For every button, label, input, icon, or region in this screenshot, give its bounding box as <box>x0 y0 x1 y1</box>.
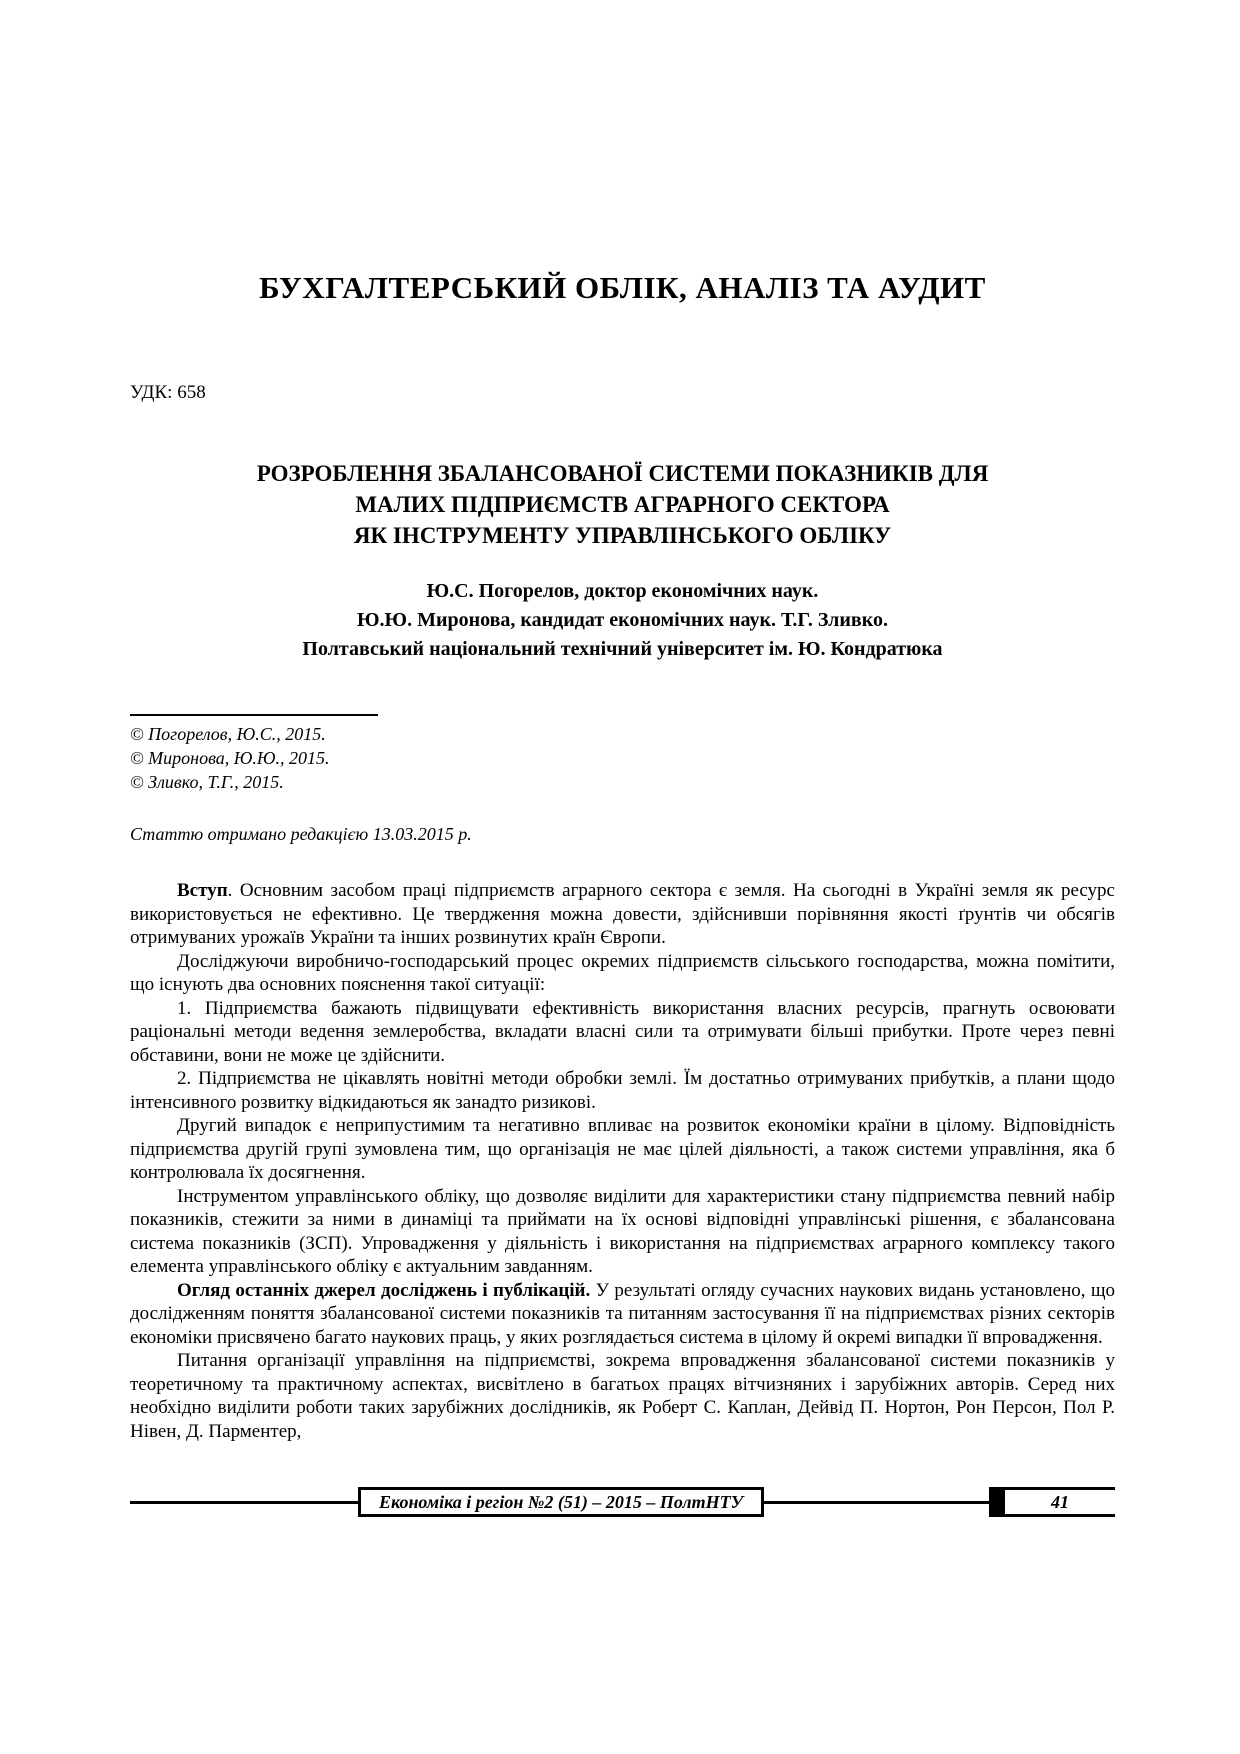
page-footer <box>130 1487 1115 1517</box>
paragraph-lead: Вступ <box>177 880 228 901</box>
footer-journal-title: Економіка і регіон №2 (51) – 2015 – ПолтНТУ <box>379 1491 744 1512</box>
body-paragraph <box>130 1279 1115 1350</box>
author-line: Ю.Ю. Миронова, кандидат економічних наук. Т.Г. Зливко. <box>357 609 888 631</box>
paragraph-text: Досліджуючи виробничо-господарський процес окремих підприємств сільського господарства, можна помітити, що існують два основних пояснення такої ситуації: <box>130 950 1115 995</box>
paragraph-text: . Основним засобом праці підприємств аграрного сектора є земля. На сьогодні в Україні земля як ресурс використовується не ефективно. Це твердження можна довести, здійснивши порівняння якості ґрунтів чи обсягів отримуваних урожаїв України та інших розвинутих країн Європи. <box>130 880 1115 948</box>
copyright-separator-line <box>130 714 378 716</box>
body-paragraph <box>130 1185 1115 1279</box>
paragraph-text: Інструментом управлінського обліку, що дозволяє виділити для характеристики стану підприємства певний набір показників, стежити за ними в динаміці та приймати на їх основі відповідні управлінські рішення, є збалансована система показників (ЗСП). Упровадження у діяльність і використання на підприємствах аграрного комплексу такого елемента управлінського обліку є актуальним завданням. <box>130 1185 1115 1277</box>
footer-bar <box>130 1487 1115 1517</box>
footer-divider-block <box>989 1487 1005 1517</box>
copyright-line: © Погорелов, Ю.С., 2015. <box>130 724 326 744</box>
body-paragraph <box>130 1114 1115 1185</box>
body-paragraph <box>130 1349 1115 1443</box>
page-number: 41 <box>1051 1491 1069 1512</box>
footer-rule-left <box>130 1501 358 1504</box>
article-title <box>130 458 1115 551</box>
received-note: Статтю отримано редакцією 13.03.2015 р. <box>130 824 472 844</box>
body-paragraph <box>130 1067 1115 1114</box>
footer-rule-mid <box>764 1501 989 1504</box>
footer-page-cell <box>1005 1487 1115 1517</box>
article-title-line: ЯК ІНСТРУМЕНТУ УПРАВЛІНСЬКОГО ОБЛІКУ <box>353 523 892 548</box>
udc-code: УДК: 658 <box>130 382 206 403</box>
article-title-line: РОЗРОБЛЕННЯ ЗБАЛАНСОВАНОЇ СИСТЕМИ ПОКАЗНИКІВ ДЛЯ <box>256 461 989 486</box>
copyright-line: © Зливко, Т.Г., 2015. <box>130 772 284 792</box>
copyright-block <box>130 714 1115 794</box>
body-paragraph <box>130 950 1115 997</box>
footer-journal-box <box>358 1487 764 1517</box>
paragraph-text: У результаті огляду сучасних наукових видань установлено, що дослідженням поняття збалансованої системи показників та питанням застосування її на підприємствах різних секторів економіки присвячено багато наукових праць, у яких розглядається система в цілому й окремі випадки її впровадження. <box>130 1279 1115 1348</box>
article-title-line: МАЛИХ ПІДПРИЄМСТВ АГРАРНОГО СЕКТОРА <box>355 492 890 517</box>
paragraph-lead: Огляд останніх джерел досліджень і публікацій. <box>177 1279 591 1301</box>
paragraph-text: 2. Підприємства не цікавлять новітні методи обробки землі. Їм достатньо отримуваних прибутків, а плани щодо інтенсивного розвитку відкидаються як занадто ризикові. <box>130 1068 1115 1113</box>
body-paragraph <box>130 879 1115 950</box>
article-body <box>130 879 1115 1443</box>
paragraph-text: Другий випадок є неприпустимим та негативно впливає на розвиток економіки країни в цілому. Відповідність підприємства другій групі зумовлена тим, що організація не має цілей діяльності, а також системи управління, яка б контролювала їх досягнення. <box>130 1115 1115 1183</box>
body-paragraph <box>130 997 1115 1068</box>
paragraph-text: 1. Підприємства бажають підвищувати ефективність використання власних ресурсів, прагнуть освоювати раціональні методи ведення землеробства, вкладати власні сили та отримувати більші прибутки. Проте через певні обставини, вони не може це здійснити. <box>130 997 1115 1066</box>
section-title: БУХГАЛТЕРСЬКИЙ ОБЛІК, АНАЛІЗ ТА АУДИТ <box>259 270 986 305</box>
affiliation-line: Полтавський національний технічний університет ім. Ю. Кондратюка <box>302 638 943 660</box>
copyright-line: © Миронова, Ю.Ю., 2015. <box>130 748 330 768</box>
paragraph-text: Питання організації управління на підприємстві, зокрема впровадження збалансованої системи показників у теоретичному та практичному аспектах, висвітлено в багатьох працях вітчизняних і зарубіжних авторів. Серед них необхідно виділити роботи таких зарубіжних дослідників, як Роберт С. Каплан, Дейвід П. Нортон, Рон Персон, Пол Р. Нівен, Д. Парментер, <box>130 1350 1115 1442</box>
author-line: Ю.С. Погорелов, доктор економічних наук. <box>426 580 819 602</box>
authors-block <box>130 577 1115 664</box>
